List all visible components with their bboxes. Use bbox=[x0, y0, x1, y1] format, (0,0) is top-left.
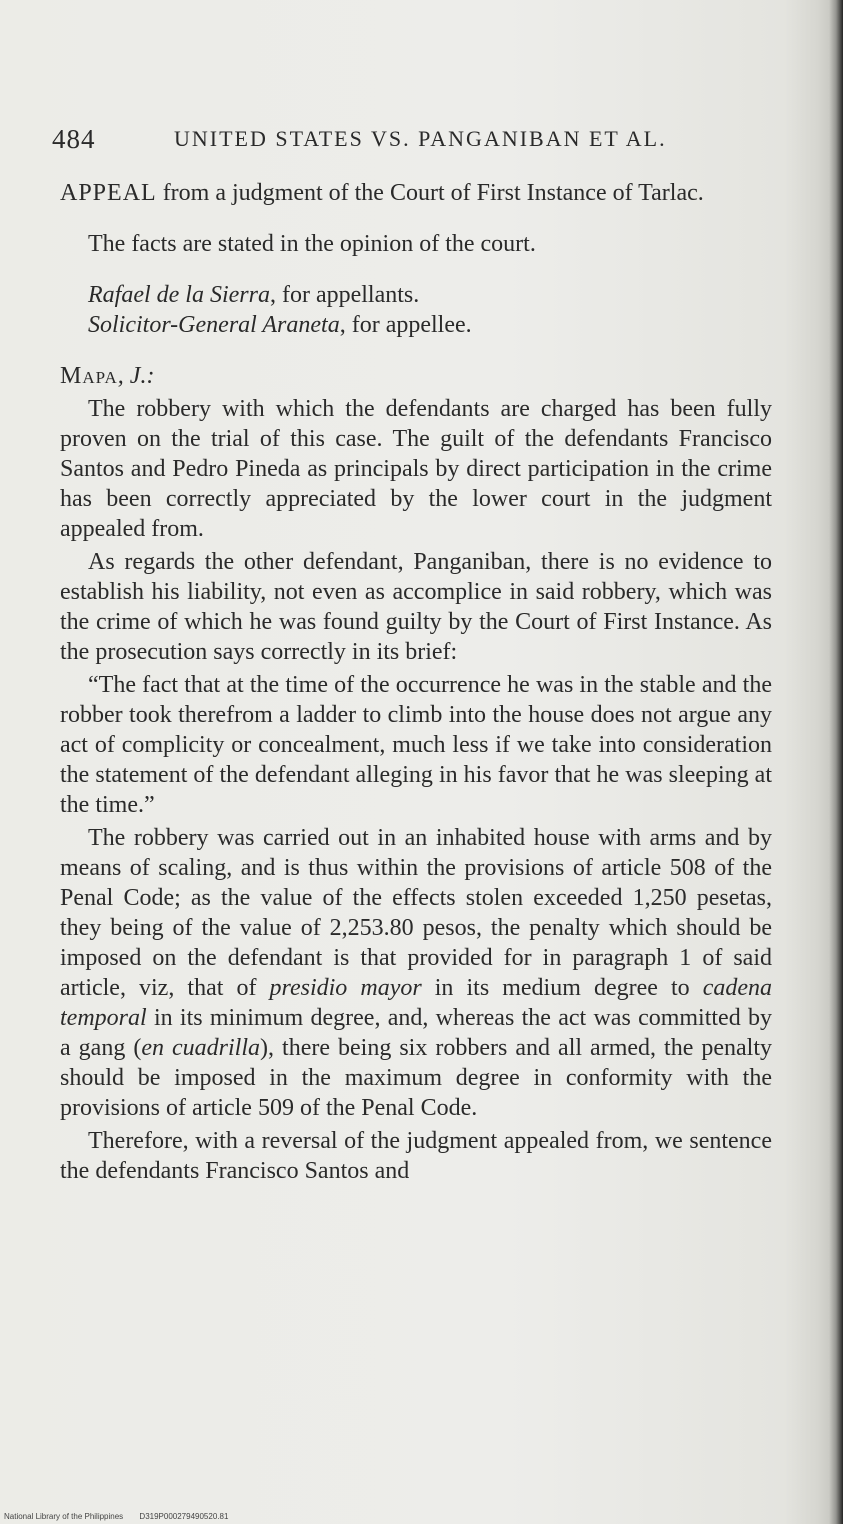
counsel-block bbox=[60, 280, 772, 340]
page-number: 484 bbox=[52, 124, 96, 154]
counsel-appellants bbox=[60, 280, 772, 310]
page-header bbox=[52, 124, 792, 164]
latin-term: presidio mayor bbox=[269, 975, 422, 1001]
judge-suffix: , J.: bbox=[117, 363, 155, 389]
counsel-name: Rafael de la Sierra bbox=[88, 282, 270, 308]
latin-term: cadena temporal bbox=[60, 975, 772, 1031]
opinion-paragraph bbox=[60, 823, 772, 1123]
facts-statement: The facts are stated in the opinion of the court. bbox=[88, 231, 536, 257]
quoted-paragraph: “The fact that at the time of the occurrence he was in the stable and the robber took therefrom a ladder to climb into the house does not argue any act of complicity or concealment, much less if we take into consideration the statement of the defendant alleging in his favor that he was sleeping at the time.” bbox=[60, 672, 772, 818]
counsel-name: Solicitor-General Araneta bbox=[88, 312, 340, 338]
text-run: The robbery was carried out in an inhabited house with arms and by means of scaling, and is thus within the provisions of article 508 of the Penal Code; as the value of the effects stolen exceeded 1,250 pesetas, they being of the value of 2,253.80 pesos, the penalty which should be imposed on the defendant is that provided for in paragraph 1 of said article, viz, that of bbox=[60, 825, 772, 1001]
page-edge-shadow bbox=[829, 0, 843, 1524]
footer-id: D319P000279490520.81 bbox=[139, 1512, 229, 1521]
opinion-paragraph: Therefore, with a reversal of the judgment appealed from, we sentence the defendants Francisco Santos and bbox=[60, 1128, 772, 1184]
text-run: ), there being six robbers and all armed, the penalty should be imposed in the maximum degree in conformity with the provisions of article 509 of the Penal Code. bbox=[60, 1035, 773, 1121]
appeal-lead: APPEAL bbox=[60, 180, 157, 206]
counsel-appellee bbox=[60, 310, 772, 340]
latin-term: en cuadrilla bbox=[141, 1035, 261, 1061]
counsel-role: , for appellants. bbox=[269, 282, 420, 308]
text-run: in its medium degree to bbox=[421, 975, 703, 1001]
counsel-role: , for appellee. bbox=[339, 312, 472, 338]
running-title: UNITED STATES VS. PANGANIBAN ET AL. bbox=[174, 126, 667, 151]
footer-library: National Library of the Philippines bbox=[4, 1512, 124, 1521]
opinion-paragraph: The robbery with which the defendants are charged has been fully proven on the trial of this case. The guilt of the defendants Francisco Santos and Pedro Pineda as principals by direct participation in the crime has been correctly appreciated by the lower court in the judgment appealed from. bbox=[60, 396, 772, 542]
scan-footer bbox=[4, 1512, 242, 1521]
appeal-line bbox=[60, 178, 772, 208]
judge-line bbox=[60, 361, 772, 391]
body-text bbox=[60, 178, 772, 1189]
opinion-paragraph: As regards the other defendant, Panganiban, there is no evidence to establish his liability, not even as accomplice in said robbery, which was the crime of which he was found guilty by the Court of First Instance. As the prosecution says correctly in its brief: bbox=[60, 549, 772, 665]
judge-name: Mapa bbox=[60, 363, 118, 389]
text-run: in its minimum degree, and, whereas the act was committed by a gang ( bbox=[60, 1005, 772, 1061]
appeal-text: from a judgment of the Court of First Instance of Tarlac. bbox=[156, 180, 704, 206]
